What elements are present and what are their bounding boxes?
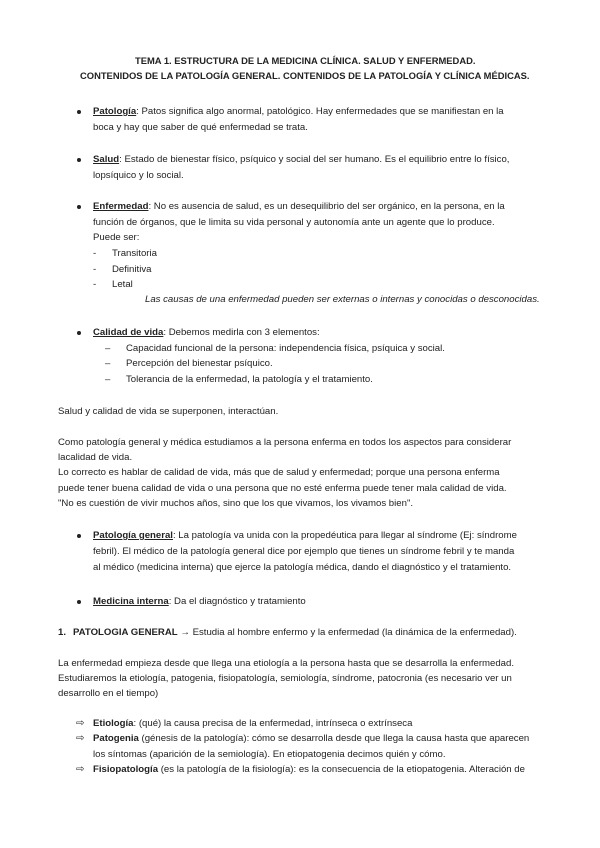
dash-icon: – bbox=[105, 358, 111, 369]
bullet-icon bbox=[77, 331, 81, 335]
calidad-item: Capacidad funcional de la persona: independencia física, psíquica y social. bbox=[126, 343, 445, 354]
bullet-icon bbox=[77, 205, 81, 209]
paragraph-line: "No es cuestión de vivir muchos años, sino que los que vivamos, los vivamos bien". bbox=[58, 498, 414, 509]
paragraph-line: lacalidad de vida. bbox=[58, 452, 133, 463]
etiologia-term: Etiología bbox=[93, 718, 134, 729]
section-heading-line bbox=[73, 627, 517, 639]
calidad-item: Percepción del bienestar psíquico. bbox=[126, 358, 273, 369]
patologia-general-line1 bbox=[93, 530, 517, 542]
patologia-text: : Patos significa algo anormal, patológico. Hay enfermedades que se manifiestan en la bbox=[136, 106, 504, 117]
medicina-interna-line bbox=[93, 596, 306, 608]
patologia-line1 bbox=[93, 106, 504, 118]
medicina-interna-term: Medicina interna bbox=[93, 596, 169, 607]
enfermedad-type: Definitiva bbox=[112, 264, 152, 275]
patologia-term: Patología bbox=[93, 106, 137, 117]
enfermedad-line2: función de órganos, que le limita su vida personal y autonomía ante un agente que lo produce. bbox=[93, 217, 495, 228]
double-arrow-icon: ⇨ bbox=[76, 718, 85, 729]
paragraph-line: Salud y calidad de vida se superponen, interactúan. bbox=[58, 406, 279, 417]
calidad-line1 bbox=[93, 327, 320, 339]
fisiopatologia-text: (es la patología de la fisiología): es la consecuencia de la etiopatogenia. Alteración de bbox=[158, 764, 525, 775]
fisiopatologia-term: Fisiopatología bbox=[93, 764, 159, 775]
enfermedad-note: Las causas de una enfermedad pueden ser externas o internas y conocidas o desconocidas. bbox=[145, 294, 540, 305]
salud-line1 bbox=[93, 154, 509, 166]
patogenia-line1 bbox=[93, 733, 529, 745]
patologia-line2: boca y hay que saber de qué enfermedad se trata. bbox=[93, 122, 308, 133]
double-arrow-icon: ⇨ bbox=[76, 764, 85, 775]
patogenia-term: Patogenia bbox=[93, 733, 139, 744]
paragraph-line: puede tener buena calidad de vida o una persona que no esté enferma puede tener mala calidad de vida. bbox=[58, 483, 507, 494]
enfermedad-text: : No es ausencia de salud, es un desequilibrio del ser orgánico, en la persona, en la bbox=[148, 201, 505, 212]
doc-title-line2: CONTENIDOS DE LA PATOLOGÍA GENERAL. CONTENIDOS DE LA PATOLOGÍA Y CLÍNICA MÉDICAS. bbox=[80, 70, 530, 81]
bullet-icon bbox=[77, 534, 81, 538]
calidad-term: Calidad de vida bbox=[93, 327, 164, 338]
paragraph-line: Lo correcto es hablar de calidad de vida, más que de salud y enfermedad; porque una persona enferma bbox=[58, 467, 500, 478]
salud-line2: lopsíquico y lo social. bbox=[93, 170, 184, 181]
medicina-interna-text: : Da el diagnóstico y tratamiento bbox=[168, 596, 306, 607]
bullet-icon bbox=[77, 110, 81, 114]
salud-text: : Estado de bienestar físico, psíquico y social del ser humano. Es el equilibrio entre lo físico, bbox=[119, 154, 510, 165]
bullet-icon bbox=[77, 158, 81, 162]
dash-icon: - bbox=[93, 264, 97, 275]
intro-line: desarrollo en el tiempo) bbox=[58, 688, 159, 699]
calidad-intro: : Debemos medirla con 3 elementos: bbox=[163, 327, 320, 338]
right-arrow-icon: → bbox=[180, 627, 190, 638]
bullet-icon bbox=[77, 600, 81, 604]
section-text: Estudia al hombre enfermo y la enfermedad (la dinámica de la enfermedad). bbox=[192, 627, 517, 638]
patologia-general-term: Patología general bbox=[93, 530, 173, 541]
enfermedad-line1 bbox=[93, 201, 505, 213]
salud-term: Salud bbox=[93, 154, 120, 165]
double-arrow-icon: ⇨ bbox=[76, 733, 85, 744]
enfermedad-type: Letal bbox=[112, 279, 133, 290]
enfermedad-line3: Puede ser: bbox=[93, 232, 140, 243]
doc-title-line1: TEMA 1. ESTRUCTURA DE LA MEDICINA CLÍNICA. SALUD Y ENFERMEDAD. bbox=[135, 55, 476, 66]
dash-icon: - bbox=[93, 248, 97, 259]
section-heading: PATOLOGIA GENERAL bbox=[73, 627, 178, 638]
enfermedad-type: Transitoria bbox=[112, 248, 157, 259]
patologia-general-line2: febril). El médico de la patología general dice por ejemplo que tienes un síndrome febril y te manda bbox=[93, 546, 515, 557]
patologia-general-line3: al médico (medicina interna) que ejerce la patología médica, dando el diagnóstico y el tratamiento. bbox=[93, 562, 512, 573]
intro-line: Estudiaremos la etiología, patogenia, fisiopatología, semiología, síndrome, patocronia (es necesario ver un bbox=[58, 673, 512, 684]
paragraph-line: Como patología general y médica estudiamos a la persona enferma en todos los aspectos para considerar bbox=[58, 437, 512, 448]
patologia-general-text: : La patología va unida con la propedéutica para llegar al síndrome (Ej: síndrome bbox=[172, 530, 517, 541]
patogenia-line2: los síntomas (aparición de la semiología). En etiopatogenia decimos quién y cómo. bbox=[93, 749, 446, 760]
dash-icon: – bbox=[105, 374, 111, 385]
patogenia-text: (génesis de la patología): cómo se desarrolla desde que llega la causa hasta que aparecen bbox=[138, 733, 530, 744]
intro-line: La enfermedad empieza desde que llega una etiología a la persona hasta que se desarrolla la enfermedad. bbox=[58, 658, 515, 669]
enfermedad-term: Enfermedad bbox=[93, 201, 149, 212]
calidad-item: Tolerancia de la enfermedad, la patología y el tratamiento. bbox=[126, 374, 373, 385]
etiologia-line bbox=[93, 718, 412, 730]
dash-icon: - bbox=[93, 279, 97, 290]
fisiopatologia-line bbox=[93, 764, 525, 776]
section-number: 1. bbox=[58, 627, 67, 638]
dash-icon: – bbox=[105, 343, 111, 354]
etiologia-text: : (qué) la causa precisa de la enfermedad, intrínseca o extrínseca bbox=[133, 718, 413, 729]
